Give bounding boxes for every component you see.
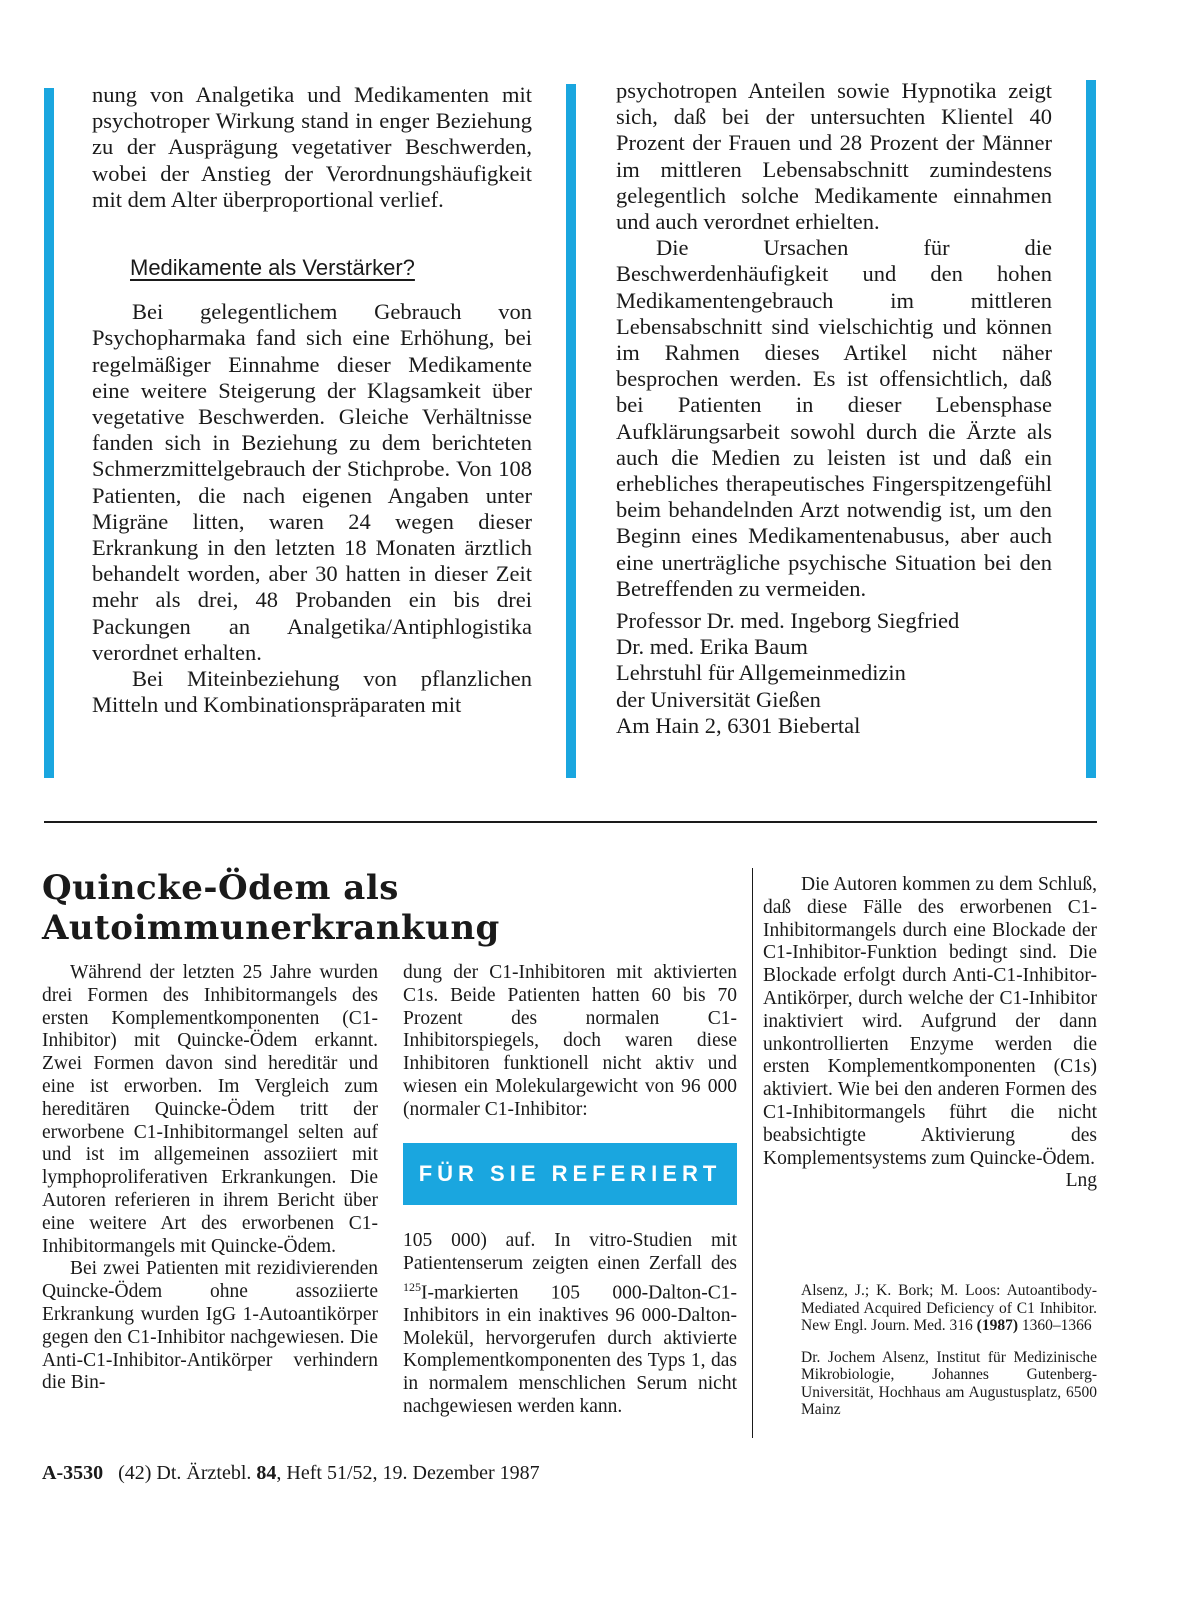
top-col1-paragraph-3: Bei Miteinbeziehung von pflanzlichen Mitteln und Kombinationspräparaten mit [92,666,532,718]
headline-line-1: Quincke-Ödem als [42,868,399,908]
accent-bar-middle [566,84,576,778]
accent-bar-left [44,88,54,778]
volume-number: 84 [256,1462,277,1484]
references-block [801,1282,1097,1419]
citation-pages: 1360–1366 [1017,1317,1092,1334]
issue-text-b: , Heft 51/52, 19. Dezember 1987 [276,1462,540,1484]
reference-address: Dr. Jochem Alsenz, Institut für Medizinische Mikrobiologie, Johannes Gutenberg-Universität, Hochhaus am Augustusplatz, 6500 Mainz [801,1348,1097,1418]
bottom-col2-paragraph-1: dung der C1-Inhibitoren mit aktivierten C1s. Beide Patienten hatten 60 bis 70 Prozent des normalen C1-Inhibitorspiegels, doch waren diese Inhibitoren funktionell nicht aktiv und wiesen ein Molekulargewicht von 96 000 (normaler C1-Inhibitor: [403,962,737,1120]
author-line: der Universität Gießen [616,686,821,712]
isotope-superscript: 125 [403,1279,421,1294]
accent-bar-right [1086,80,1096,778]
bottom-col2-paragraph-2 [403,1230,737,1419]
page-number: A-3530 [42,1462,104,1484]
citation-year: (1987) [976,1317,1018,1334]
top-col2-paragraph-2: Die Ursachen für die Beschwerdenhäufigkeit und den hohen Medikamentengebrauch im mittleren Lebensabschnitt sind vielschichtig und können im Rahmen dieses Artikel nicht näher besprochen werden. Es ist offensichtlich, daß bei Patienten in dieser Lebensphase Aufklärungsarbeit sowohl durch die Ärzte als auch die Medien zu leisten ist und daß ein erhebliches therapeutisches Fingerspitzengefühl beim behandelnden Arzt notwendig ist, um den Beginn eines Medikamentenabusus, aber auch eine unerträgliche psychische Situation bei den Betreffenden zu vermeiden. [616,235,1052,601]
col2-text-b: I-markierten 105 000-Dalton-C1-Inhibitors in ein inaktives 96 000-Dalton-Molekül, hervorgerufen durch aktivierte Komplementkomponenten des Typs 1, das in normalem menschlichen Serum nicht nachgewiesen werden kann. [403,1282,737,1418]
top-col1-paragraph-1: nung von Analgetika und Medikamenten mit psychotroper Wirkung stand in enger Beziehung zu der Ausprägung vegetativer Beschwerden, wobei der Anstieg der Verordnungshäufigkeit mit dem Alter überproportional verlief. [92,82,532,212]
author-line: Dr. med. Erika Baum [616,634,808,660]
bottom-article-column-2 [403,962,737,1122]
col3-text: Die Autoren kommen zu dem Schluß, daß diese Fälle des erworbenen C1-Inhibitormangels durch eine Blockade der C1-Inhibitor-Funktion bedingt sind. Die Blockade erfolgt durch Anti-C1-Inhibitor-Antikörper, durch welche der C1-Inhibitor inaktiviert wird. Aufgrund der dann unkontrollierten Enzyme werden die ersten Komplementkomponenten (C1s) aktiviert. Wie bei den anderen Formen des C1-Inhibitormangels führt die nicht beabsichtigte Aktivierung des Komplementsystems zum Quincke-Ödem. [763,874,1097,1169]
citation-text: Alsenz, J.; K. Bork; M. Loos: Autoantibody-Mediated Acquired Deficiency of C1 Inhibitor. New Engl. Journ. Med. 316 [801,1282,1097,1334]
bottom-col1-paragraph-2: Bei zwei Patienten mit rezidivierenden Quincke-Ödem ohne assoziierte Erkrankung wurden IgG 1-Autoantikörper gegen den C1-Inhibitor nachgewiesen. Die Anti-C1-Inhibitor-Antikörper verhindern die Bin- [42,1258,378,1394]
bottom-article-column-1 [42,962,378,1395]
banner-label: FÜR SIE REFERIERT [418,1161,722,1186]
issue-text-a: (42) Dt. Ärztebl. [118,1462,257,1484]
bottom-col1-paragraph-1: Während der letzten 25 Jahre wurden drei Formen des Inhibitormangels des ersten Komplementkomponenten (C1-Inhibitor) mit Quincke-Ödem erkannt. Zwei Formen davon sind hereditär und eine ist erworben. Im Vergleich zum hereditären Quincke-Ödem tritt der erworbene C1-Inhibitormangel selten auf und ist im allgemeinen assoziiert mit lymphoproliferativen Erkrankungen. Die Autoren referieren in ihrem Bericht über eine weitere Art des erworbenen C1-Inhibitormangels mit Quincke-Ödem. [42,962,378,1257]
top-col2-paragraph-1: psychotropen Anteilen sowie Hypnotika zeigt sich, daß bei der untersuchten Klientel 40 Prozent der Frauen und 28 Prozent der Männer im mittleren Lebensabschnitt zumindestens gelegentlich solche Medikamente einnahmen und auch verordnet erhielten. [616,78,1052,235]
bottom-article-column-3 [763,874,1097,1193]
fuer-sie-referiert-banner [403,1143,737,1205]
page-footer [42,1462,540,1485]
author-line: Lehrstuhl für Allgemeinmedizin [616,660,906,686]
col2-text-a: 105 000) auf. In vitro-Studien mit Patientenserum zeigten einen Zerfall des [403,1230,737,1274]
subheading: Medikamente als Verstärker? [130,255,415,281]
top-col1-paragraph-2: Bei gelegentlichem Gebrauch von Psychopharmaka fand sich eine Erhöhung, bei regelmäßiger Einnahme dieser Medikamente eine weitere Steigerung der Klagsamkeit über vegetative Beschwerden. Gleiche Verhältnisse fanden sich in Beziehung zu dem berichteten Schmerzmittelgebrauch der Stichprobe. Von 108 Patienten, die nach eigenen Angaben unter Migräne litten, waren 24 wegen dieser Erkrankung in den letzten 18 Monaten ärztlich behandelt worden, aber 30 hatten in dieser Zeit mehr als drei, 48 Probanden ein bis drei Packungen an Analgetika/Antiphlogistika verordnet erhalten. [92,299,532,665]
section-divider [44,821,1097,823]
author-block [616,608,1052,739]
author-signature: Lng [1065,1170,1097,1192]
author-line: Am Hain 2, 6301 Biebertal [616,712,861,738]
top-article-column-1 [92,82,532,718]
column-separator [752,868,753,1438]
top-article-column-2 [616,78,1052,739]
reference-citation [801,1282,1097,1335]
bottom-col3-paragraph-1 [763,874,1097,1192]
bottom-article-column-2-continued [403,1230,737,1419]
headline-line-2: Autoimmunerkrankung [42,908,500,948]
article-headline [42,868,742,948]
author-line: Professor Dr. med. Ingeborg Siegfried [616,608,960,634]
